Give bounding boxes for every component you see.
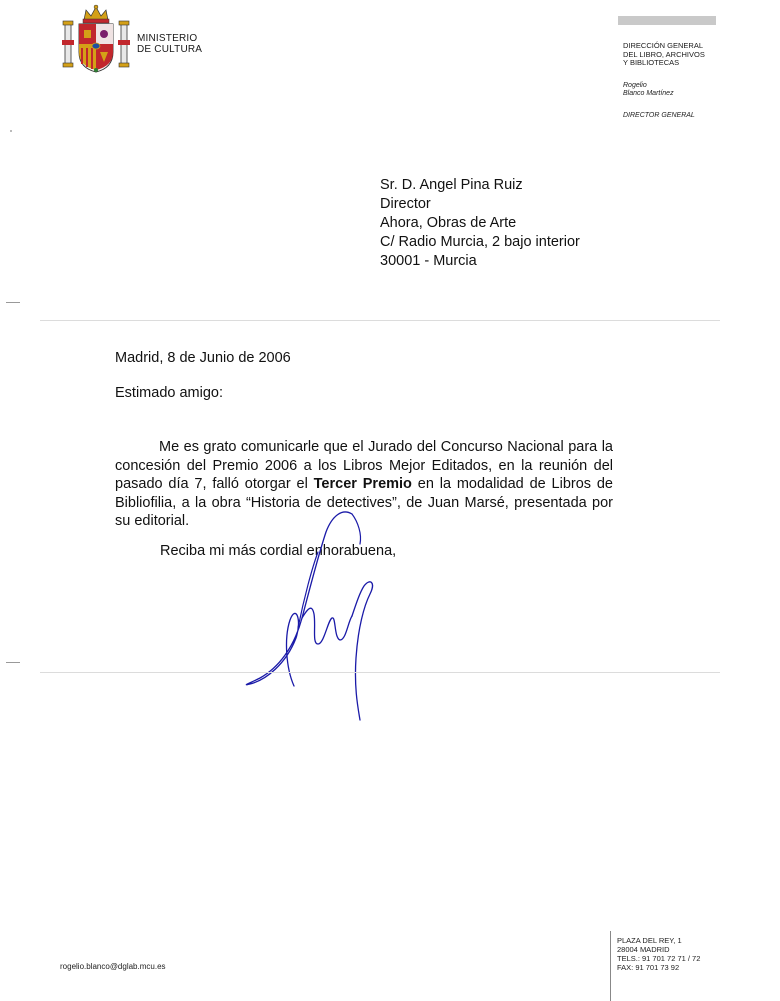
recipient-line-5: 30001 - Murcia — [380, 253, 477, 269]
address-line-2: 28004 MADRID — [617, 945, 670, 954]
address-divider — [610, 931, 611, 1001]
director-name — [623, 82, 674, 98]
body-text-bold: Tercer Premio — [313, 476, 412, 493]
director-first-name: Rogelio — [623, 82, 647, 89]
greeting: Estimado amigo: — [115, 385, 223, 401]
department-name — [623, 42, 705, 68]
footer-email: rogelio.blanco@dglab.mcu.es — [60, 962, 166, 971]
recipient-line-2: Director — [380, 196, 431, 212]
address-line-1: PLAZA DEL REY, 1 — [617, 936, 682, 945]
fold-line-upper — [40, 320, 720, 321]
department-line-1: DIRECCIÓN GENERAL — [623, 41, 704, 50]
director-last-name: Blanco Martínez — [623, 90, 674, 97]
recipient-line-3: Ahora, Obras de Arte — [380, 215, 517, 231]
coat-of-arms-icon — [62, 4, 130, 74]
address-phones: TELS.: 91 701 72 71 / 72 — [617, 954, 701, 963]
director-title: DIRECTOR GENERAL — [623, 112, 695, 119]
department-line-3: Y BIBLIOTECAS — [623, 58, 680, 67]
ministry-line-2: DE CULTURA — [137, 44, 203, 55]
date-line: Madrid, 8 de Junio de 2006 — [115, 350, 291, 366]
department-line-2: DEL LIBRO, ARCHIVOS — [623, 49, 705, 59]
margin-tick-lower — [6, 662, 20, 663]
closing-line: Reciba mi más cordial enhorabuena, — [160, 543, 397, 559]
recipient-line-4: C/ Radio Murcia, 2 bajo interior — [380, 234, 580, 250]
header-gray-bar — [618, 16, 716, 25]
recipient-line-1: Sr. D. Angel Pina Ruiz — [380, 177, 523, 193]
body-text-part-1: Me es grato comunicarle que el Jurado del Concurso Nacional para la concesión del Premio 2006 a los Libros Mejor Editados, en la reunión del pasado día 7, falló otorgar el — [115, 439, 613, 493]
address-fax: FAX: 91 701 73 92 — [617, 963, 680, 972]
fold-line-lower — [40, 672, 720, 673]
footer-address — [617, 936, 700, 972]
body-text-part-2: en la modalidad de Libros de Bibliofilia, a la obra “Historia de detectives”, de Juan Marsé, presentada por su editorial. — [115, 476, 613, 530]
recipient-address — [380, 176, 580, 271]
edge-mark — [10, 130, 12, 132]
ministry-name — [137, 33, 202, 55]
margin-tick-upper — [6, 302, 20, 303]
handwritten-signature — [238, 508, 408, 723]
ministry-line-1: MINISTERIO — [137, 33, 198, 44]
